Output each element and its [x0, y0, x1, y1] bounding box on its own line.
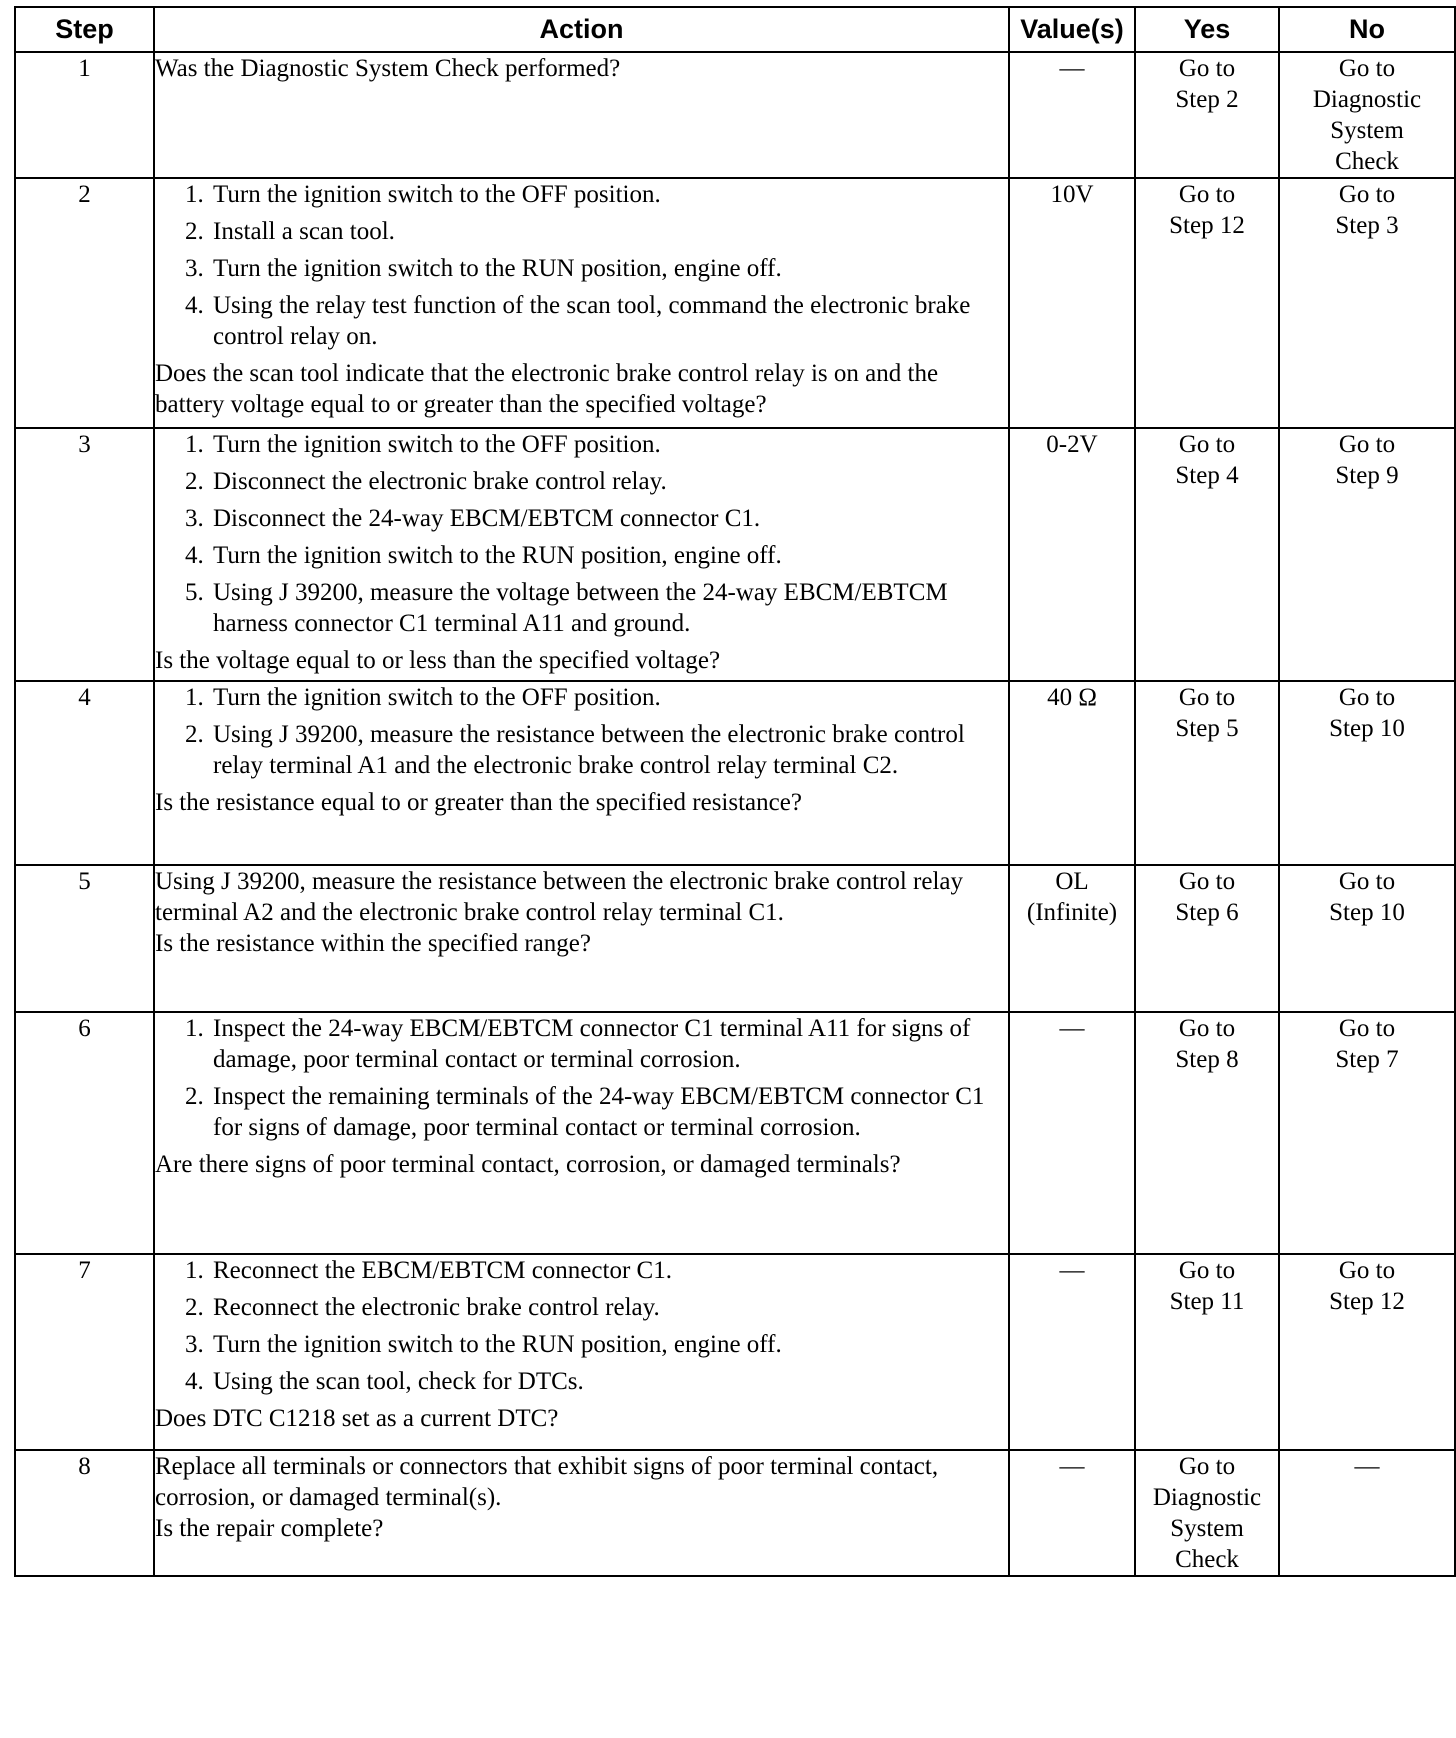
header-action: Action [154, 7, 1009, 52]
action-step-text: Using J 39200, measure the resistance between the electronic brake control relay terminal A1 and the electronic brake control relay terminal C2. [213, 721, 965, 779]
yes-cell [1135, 865, 1279, 1012]
action-step-text: Turn the ignition switch to the OFF position. [213, 431, 661, 458]
yes-line: System [1170, 1515, 1244, 1542]
step-number: 5 [15, 865, 154, 1012]
header-step: Step [15, 7, 154, 52]
header-yes: Yes [1135, 7, 1279, 52]
no-cell [1279, 52, 1455, 178]
action-question: Is the resistance equal to or greater than the specified resistance? [155, 789, 802, 816]
action-steps [155, 682, 1008, 781]
action-question: Is the voltage equal to or less than the specified voltage? [155, 647, 721, 674]
no-line: Diagnostic [1312, 86, 1422, 113]
no-line: Step 10 [1329, 715, 1405, 742]
action-step [155, 216, 1008, 247]
table-row [15, 178, 1455, 428]
yes-line: Go to [1178, 431, 1236, 458]
action-step-text: Using J 39200, measure the voltage between the 24-way EBCM/EBTCM harness connector C1 terminal A11 and ground. [213, 579, 948, 637]
step-number: 1 [15, 52, 154, 178]
action-step-text: Using the relay test function of the scan tool, command the electronic brake control relay on. [213, 292, 971, 350]
action-step-number: 3. [185, 255, 204, 282]
yes-cell [1135, 178, 1279, 428]
no-line: Check [1335, 148, 1399, 175]
value-cell: OL (Infinite) [1009, 865, 1135, 1012]
action-step-text: Disconnect the 24-way EBCM/EBTCM connector C1. [213, 505, 761, 532]
header-row [15, 7, 1455, 52]
action-step-text: Install a scan tool. [213, 218, 395, 245]
action-step-number: 1. [185, 1015, 204, 1042]
no-line: Go to [1338, 1257, 1396, 1284]
table-row [15, 52, 1455, 178]
yes-cell [1135, 428, 1279, 681]
action-step [155, 1366, 1008, 1397]
yes-line: Go to [1178, 1453, 1236, 1480]
value-cell: — [1009, 1012, 1135, 1254]
table-row [15, 428, 1455, 681]
action-steps [155, 179, 1008, 352]
action-step-number: 3. [185, 505, 204, 532]
action-step [155, 577, 1008, 639]
action-step-text: Turn the ignition switch to the OFF position. [213, 181, 661, 208]
value-cell: — [1009, 52, 1135, 178]
no-line: System [1330, 117, 1404, 144]
action-step-number: 1. [185, 684, 204, 711]
action-question: Are there signs of poor terminal contact, corrosion, or damaged terminals? [155, 1151, 901, 1178]
no-line: Step 7 [1335, 1046, 1399, 1073]
step-number: 8 [15, 1450, 154, 1576]
no-cell [1279, 1450, 1455, 1576]
action-question: Is the repair complete? [155, 1515, 384, 1542]
no-cell [1279, 1012, 1455, 1254]
yes-cell [1135, 681, 1279, 865]
yes-cell [1135, 52, 1279, 178]
yes-line: Step 6 [1175, 899, 1239, 926]
action-steps [155, 429, 1008, 639]
action-step [155, 179, 1008, 210]
action-cell [154, 52, 1009, 178]
no-line: Go to [1338, 431, 1396, 458]
action-step [155, 1013, 1008, 1075]
yes-line: Diagnostic [1152, 1484, 1262, 1511]
action-step-text: Reconnect the EBCM/EBTCM connector C1. [213, 1257, 672, 1284]
action-step-number: 4. [185, 1368, 204, 1395]
action-question: Does DTC C1218 set as a current DTC? [155, 1405, 559, 1432]
action-step [155, 1081, 1008, 1143]
action-step-number: 2. [185, 721, 204, 748]
action-step-number: 2. [185, 218, 204, 245]
yes-line: Go to [1178, 55, 1236, 82]
no-line: Go to [1338, 1015, 1396, 1042]
action-step [155, 719, 1008, 781]
action-step [155, 1255, 1008, 1286]
action-step-text: Using the scan tool, check for DTCs. [213, 1368, 584, 1395]
step-number: 3 [15, 428, 154, 681]
action-step-number: 2. [185, 1294, 204, 1321]
action-step-number: 3. [185, 1331, 204, 1358]
action-cell [154, 428, 1009, 681]
action-step [155, 429, 1008, 460]
action-step [155, 503, 1008, 534]
action-intro: Replace all terminals or connectors that exhibit signs of poor terminal contact, corrosion, or damaged terminal(s). [155, 1453, 939, 1511]
action-question: Does the scan tool indicate that the electronic brake control relay is on and the battery voltage equal to or greater than the specified voltage? [155, 360, 939, 418]
yes-cell [1135, 1254, 1279, 1450]
action-step-number: 2. [185, 468, 204, 495]
action-cell [154, 178, 1009, 428]
no-cell [1279, 681, 1455, 865]
yes-cell [1135, 1450, 1279, 1576]
action-question: Is the resistance within the specified range? [155, 930, 591, 957]
action-step [155, 466, 1008, 497]
no-line: Step 10 [1329, 899, 1405, 926]
no-cell [1279, 1254, 1455, 1450]
no-line: Go to [1338, 55, 1396, 82]
yes-cell [1135, 1012, 1279, 1254]
value-cell: — [1009, 1254, 1135, 1450]
step-number: 7 [15, 1254, 154, 1450]
yes-line: Go to [1178, 684, 1236, 711]
no-line: Step 3 [1335, 212, 1399, 239]
action-step-number: 1. [185, 431, 204, 458]
action-steps [155, 1255, 1008, 1397]
action-step-text: Turn the ignition switch to the RUN position, engine off. [213, 1331, 782, 1358]
no-cell [1279, 178, 1455, 428]
action-cell [154, 1450, 1009, 1576]
value-cell: 10V [1009, 178, 1135, 428]
yes-line: Step 12 [1169, 212, 1245, 239]
value-cell: — [1009, 1450, 1135, 1576]
action-intro: Was the Diagnostic System Check performed? [155, 55, 621, 82]
yes-line: Step 5 [1175, 715, 1239, 742]
action-step [155, 540, 1008, 571]
action-cell [154, 1254, 1009, 1450]
yes-line: Step 4 [1175, 462, 1239, 489]
no-line: Go to [1338, 181, 1396, 208]
yes-line: Go to [1178, 181, 1236, 208]
action-step-number: 1. [185, 1257, 204, 1284]
no-line: Step 12 [1329, 1288, 1405, 1315]
yes-line: Go to [1178, 868, 1236, 895]
value-cell: 40 Ω [1009, 681, 1135, 865]
action-step-number: 2. [185, 1083, 204, 1110]
action-step-text: Turn the ignition switch to the OFF position. [213, 684, 661, 711]
yes-line: Go to [1178, 1257, 1236, 1284]
no-line: Step 9 [1335, 462, 1399, 489]
action-step-number: 4. [185, 542, 204, 569]
step-number: 6 [15, 1012, 154, 1254]
action-step [155, 253, 1008, 284]
action-step-text: Reconnect the electronic brake control relay. [213, 1294, 660, 1321]
no-line: Go to [1338, 868, 1396, 895]
action-step [155, 290, 1008, 352]
no-line: — [1354, 1453, 1380, 1480]
table-row [15, 1450, 1455, 1576]
action-step-number: 1. [185, 181, 204, 208]
header-values: Value(s) [1009, 7, 1135, 52]
action-step-text: Turn the ignition switch to the RUN position, engine off. [213, 542, 782, 569]
action-step-number: 4. [185, 292, 204, 319]
header-no: No [1279, 7, 1455, 52]
no-cell [1279, 428, 1455, 681]
table-row [15, 681, 1455, 865]
no-line: Go to [1338, 684, 1396, 711]
diagnostic-table [14, 6, 1456, 1577]
action-step [155, 1292, 1008, 1323]
table-row [15, 865, 1455, 1012]
action-step-text: Disconnect the electronic brake control relay. [213, 468, 667, 495]
action-step-text: Inspect the remaining terminals of the 24-way EBCM/EBTCM connector C1 for signs of damage, poor terminal contact or terminal corrosion. [213, 1083, 985, 1141]
action-cell [154, 681, 1009, 865]
action-step-text: Turn the ignition switch to the RUN position, engine off. [213, 255, 782, 282]
action-intro: Using J 39200, measure the resistance between the electronic brake control relay terminal A2 and the electronic brake control relay terminal C1. [155, 868, 964, 926]
yes-line: Step 11 [1169, 1288, 1245, 1315]
action-steps [155, 1013, 1008, 1143]
table-row [15, 1254, 1455, 1450]
step-number: 4 [15, 681, 154, 865]
yes-line: Go to [1178, 1015, 1236, 1042]
yes-line: Check [1175, 1546, 1239, 1573]
step-number: 2 [15, 178, 154, 428]
action-step-number: 5. [185, 579, 204, 606]
yes-line: Step 2 [1175, 86, 1239, 113]
action-step-text: Inspect the 24-way EBCM/EBTCM connector C1 terminal A11 for signs of damage, poor terminal contact or terminal corrosion. [213, 1015, 971, 1073]
action-cell [154, 865, 1009, 1012]
action-cell [154, 1012, 1009, 1254]
action-step [155, 682, 1008, 713]
action-step [155, 1329, 1008, 1360]
value-cell: 0-2V [1009, 428, 1135, 681]
table-row [15, 1012, 1455, 1254]
yes-line: Step 8 [1175, 1046, 1239, 1073]
no-cell [1279, 865, 1455, 1012]
